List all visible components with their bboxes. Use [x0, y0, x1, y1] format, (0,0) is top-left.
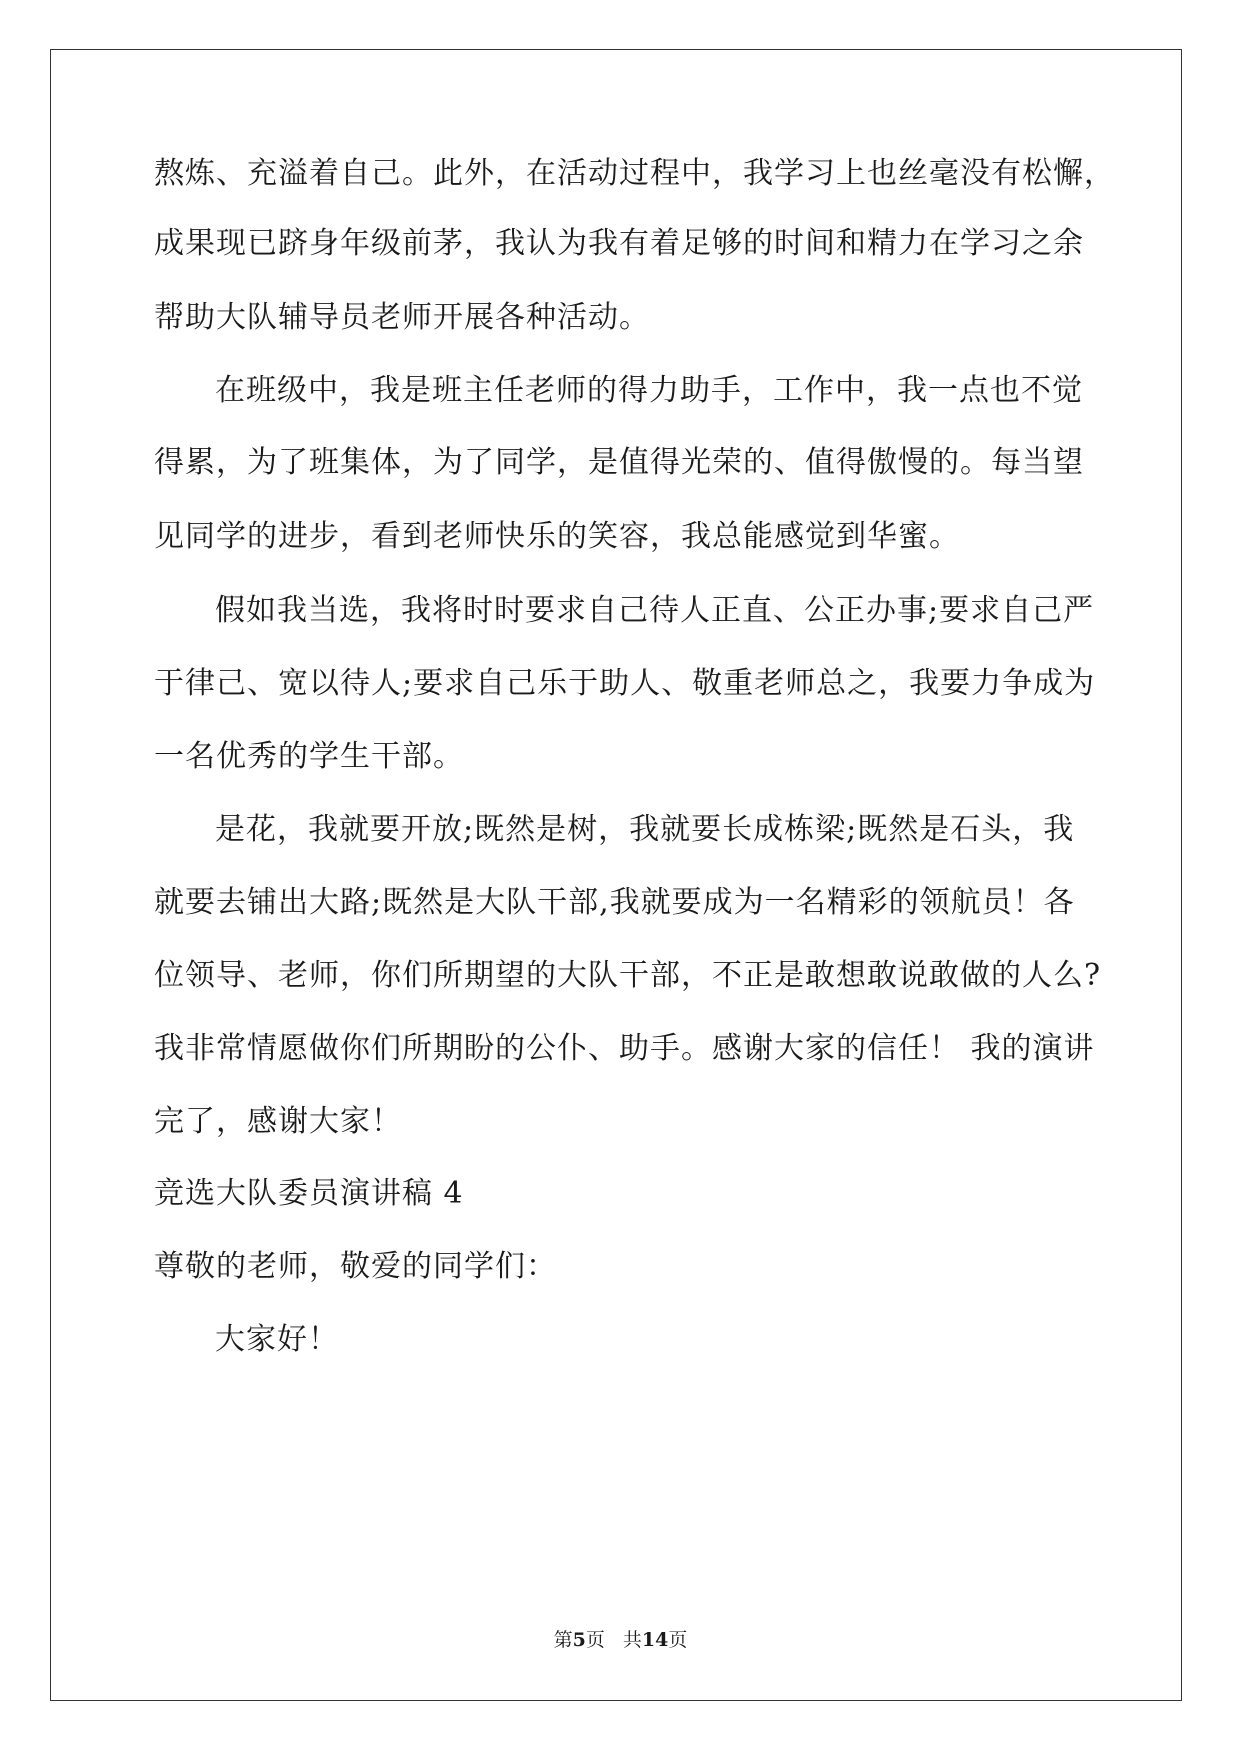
total-page-number: 14	[641, 1629, 669, 1651]
speech-heading: 竞选大队委员演讲稿 4	[154, 1176, 464, 1211]
text-line: 成果现已跻身年级前茅，我认为我有着足够的时间和精力在学习之余	[154, 226, 1084, 261]
greeting: 大家好！	[215, 1322, 339, 1357]
footer-total-unit: 页	[668, 1629, 688, 1651]
current-page-number: 5	[572, 1629, 586, 1651]
footer-total-prefix: 共	[622, 1629, 642, 1651]
text-line: 完了，感谢大家！	[154, 1104, 402, 1139]
paragraph-first-line: 假如我当选，我将时时要求自己待人正直、公正办事;要求自己严	[215, 593, 1095, 628]
text-line: 于律己、宽以待人;要求自己乐于助人、敬重老师总之，我要力争成为	[154, 666, 1096, 701]
text-line: 见同学的进步，看到老师快乐的笑容，我总能感觉到华蜜。	[154, 519, 960, 554]
text-line: 位领导、老师，你们所期望的大队干部，不正是敢想敢说敢做的人么?	[154, 958, 1102, 993]
paragraph-first-line: 在班级中，我是班主任老师的得力助手，工作中，我一点也不觉	[215, 373, 1083, 408]
text-line: 帮助大队辅导员老师开展各种活动。	[154, 300, 650, 335]
text-line: 一名优秀的学生干部。	[154, 739, 464, 774]
text-line: 熬炼、充溢着自己。此外，在活动过程中，我学习上也丝毫没有松懈，	[154, 156, 1115, 191]
text-line: 得累，为了班集体，为了同学，是值得光荣的、值得傲慢的。每当望	[154, 445, 1084, 480]
text-line: 就要去铺出大路;既然是大队干部,我就要成为一名精彩的领航员！各	[154, 885, 1075, 920]
page-border	[50, 49, 1182, 1701]
paragraph-first-line: 是花，我就要开放;既然是树，我就要长成栋梁;既然是石头，我	[215, 812, 1075, 847]
page-footer	[0, 1628, 1241, 1652]
text-line: 我非常情愿做你们所期盼的公仆、助手。感谢大家的信任！ 我的演讲	[154, 1031, 1095, 1066]
salutation: 尊敬的老师，敬爱的同学们：	[154, 1249, 557, 1284]
footer-page-unit: 页	[585, 1629, 605, 1651]
footer-prefix: 第	[553, 1629, 573, 1651]
